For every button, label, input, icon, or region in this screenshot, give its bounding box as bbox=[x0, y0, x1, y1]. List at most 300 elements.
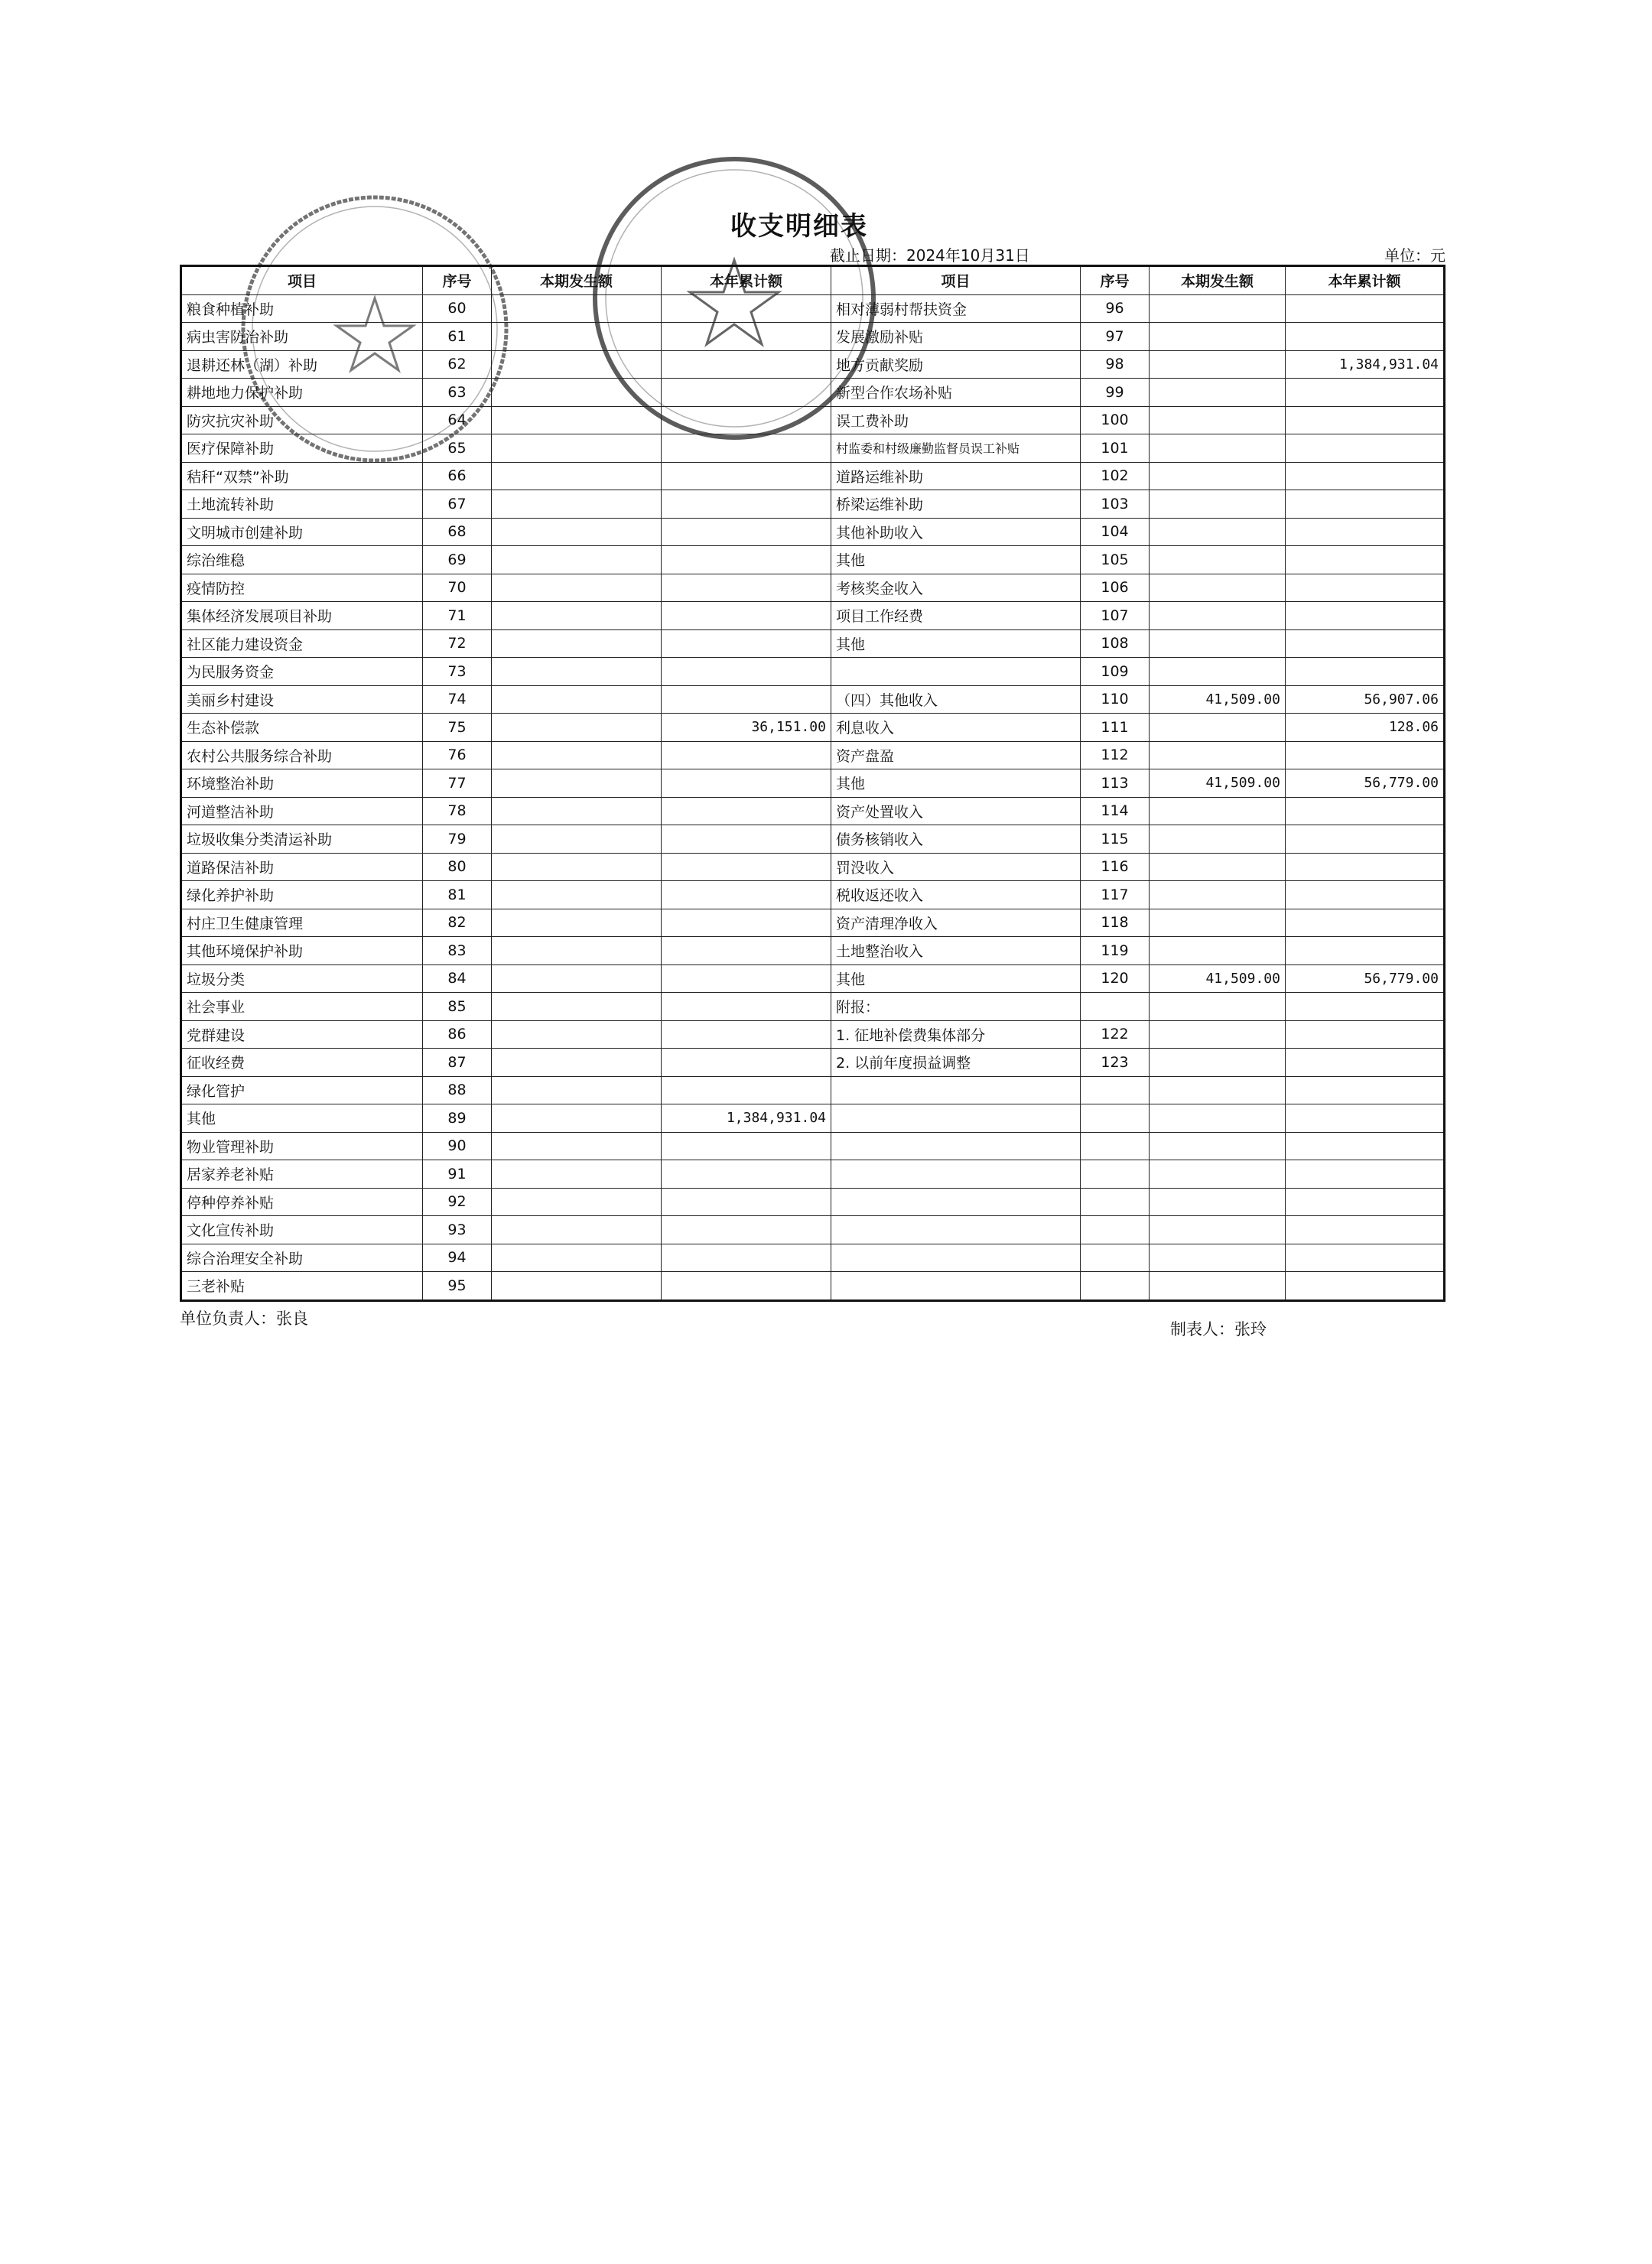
left-item-name: 党群建设 bbox=[181, 1020, 423, 1049]
left-item-name: 医疗保障补助 bbox=[181, 434, 423, 463]
right-current-amount bbox=[1150, 406, 1286, 434]
right-current-amount bbox=[1150, 1216, 1286, 1244]
left-seq: 92 bbox=[423, 1188, 492, 1216]
table-row bbox=[181, 853, 1445, 881]
left-seq: 63 bbox=[423, 379, 492, 407]
right-seq: 99 bbox=[1081, 379, 1150, 407]
left-seq: 80 bbox=[423, 853, 492, 881]
left-current-amount bbox=[492, 658, 662, 686]
left-item-name: 集体经济发展项目补助 bbox=[181, 602, 423, 630]
header-left-item: 项目 bbox=[181, 266, 423, 295]
right-ytd-amount: 1,384,931.04 bbox=[1286, 350, 1445, 379]
header-left-seq: 序号 bbox=[423, 266, 492, 295]
right-ytd-amount bbox=[1286, 546, 1445, 574]
right-item-name bbox=[831, 1132, 1081, 1160]
header-right-ytd: 本年累计额 bbox=[1286, 266, 1445, 295]
left-item-name: 社会事业 bbox=[181, 993, 423, 1021]
right-current-amount bbox=[1150, 1188, 1286, 1216]
left-seq: 79 bbox=[423, 825, 492, 854]
right-current-amount bbox=[1150, 602, 1286, 630]
left-item-name: 疫情防控 bbox=[181, 574, 423, 602]
left-current-amount bbox=[492, 1049, 662, 1077]
left-current-amount bbox=[492, 714, 662, 742]
table-row bbox=[181, 1272, 1445, 1301]
left-ytd-amount bbox=[662, 1160, 831, 1189]
left-ytd-amount bbox=[662, 602, 831, 630]
left-ytd-amount bbox=[662, 490, 831, 519]
left-ytd-amount bbox=[662, 741, 831, 769]
right-ytd-amount bbox=[1286, 574, 1445, 602]
right-seq: 108 bbox=[1081, 629, 1150, 658]
right-item-name bbox=[831, 1104, 1081, 1133]
left-item-name: 停种停养补贴 bbox=[181, 1188, 423, 1216]
left-current-amount bbox=[492, 1216, 662, 1244]
right-ytd-amount bbox=[1286, 825, 1445, 854]
table-header-row bbox=[181, 266, 1445, 295]
right-item-name bbox=[831, 1160, 1081, 1189]
left-current-amount bbox=[492, 1132, 662, 1160]
right-seq bbox=[1081, 1076, 1150, 1104]
left-seq: 76 bbox=[423, 741, 492, 769]
table-row bbox=[181, 964, 1445, 993]
left-ytd-amount bbox=[662, 1244, 831, 1272]
left-seq: 74 bbox=[423, 685, 492, 714]
right-ytd-amount bbox=[1286, 294, 1445, 323]
left-current-amount bbox=[492, 853, 662, 881]
right-current-amount bbox=[1150, 1160, 1286, 1189]
table-row bbox=[181, 825, 1445, 854]
right-item-name: 误工费补助 bbox=[831, 406, 1081, 434]
right-current-amount bbox=[1150, 518, 1286, 546]
left-seq: 88 bbox=[423, 1076, 492, 1104]
right-item-name: 资产清理净收入 bbox=[831, 909, 1081, 937]
left-item-name: 文明城市创建补助 bbox=[181, 518, 423, 546]
left-item-name: 生态补偿款 bbox=[181, 714, 423, 742]
right-seq: 112 bbox=[1081, 741, 1150, 769]
right-ytd-amount bbox=[1286, 1188, 1445, 1216]
left-ytd-amount: 36,151.00 bbox=[662, 714, 831, 742]
left-ytd-amount bbox=[662, 1049, 831, 1077]
table-row bbox=[181, 685, 1445, 714]
table-row bbox=[181, 490, 1445, 519]
right-seq bbox=[1081, 1104, 1150, 1133]
right-ytd-amount bbox=[1286, 797, 1445, 825]
left-current-amount bbox=[492, 1272, 662, 1301]
left-item-name: 综合治理安全补助 bbox=[181, 1244, 423, 1272]
right-item-name bbox=[831, 1188, 1081, 1216]
right-current-amount bbox=[1150, 741, 1286, 769]
right-ytd-amount bbox=[1286, 434, 1445, 463]
currency-unit: 单位：元 bbox=[1384, 246, 1446, 265]
right-seq bbox=[1081, 1272, 1150, 1301]
left-current-amount bbox=[492, 350, 662, 379]
right-seq: 101 bbox=[1081, 434, 1150, 463]
right-ytd-amount bbox=[1286, 323, 1445, 351]
right-seq: 116 bbox=[1081, 853, 1150, 881]
right-ytd-amount bbox=[1286, 1160, 1445, 1189]
right-item-name bbox=[831, 1076, 1081, 1104]
left-current-amount bbox=[492, 602, 662, 630]
right-item-name: 土地整治收入 bbox=[831, 937, 1081, 965]
right-current-amount bbox=[1150, 714, 1286, 742]
left-seq: 81 bbox=[423, 881, 492, 909]
table-row bbox=[181, 1244, 1445, 1272]
right-ytd-amount bbox=[1286, 741, 1445, 769]
right-ytd-amount bbox=[1286, 1244, 1445, 1272]
right-seq bbox=[1081, 1132, 1150, 1160]
table-row bbox=[181, 1188, 1445, 1216]
left-ytd-amount bbox=[662, 881, 831, 909]
left-item-name: 美丽乡村建设 bbox=[181, 685, 423, 714]
right-item-name: 其他 bbox=[831, 546, 1081, 574]
left-item-name: 绿化养护补助 bbox=[181, 881, 423, 909]
left-seq: 82 bbox=[423, 909, 492, 937]
right-ytd-amount bbox=[1286, 1020, 1445, 1049]
right-seq: 122 bbox=[1081, 1020, 1150, 1049]
left-seq: 69 bbox=[423, 546, 492, 574]
left-current-amount bbox=[492, 1076, 662, 1104]
left-item-name: 环境整治补助 bbox=[181, 769, 423, 798]
right-current-amount bbox=[1150, 350, 1286, 379]
right-ytd-amount bbox=[1286, 629, 1445, 658]
header-right-seq: 序号 bbox=[1081, 266, 1150, 295]
right-item-name bbox=[831, 1272, 1081, 1301]
right-ytd-amount bbox=[1286, 1272, 1445, 1301]
left-current-amount bbox=[492, 546, 662, 574]
right-item-name: 道路运维补助 bbox=[831, 462, 1081, 490]
right-item-name: 资产盘盈 bbox=[831, 741, 1081, 769]
right-seq: 96 bbox=[1081, 294, 1150, 323]
right-seq: 102 bbox=[1081, 462, 1150, 490]
left-item-name: 防灾抗灾补助 bbox=[181, 406, 423, 434]
right-ytd-amount bbox=[1286, 490, 1445, 519]
left-ytd-amount bbox=[662, 993, 831, 1021]
right-seq: 117 bbox=[1081, 881, 1150, 909]
left-ytd-amount bbox=[662, 1020, 831, 1049]
left-current-amount bbox=[492, 741, 662, 769]
table-row bbox=[181, 909, 1445, 937]
right-ytd-amount bbox=[1286, 1049, 1445, 1077]
left-seq: 60 bbox=[423, 294, 492, 323]
left-seq: 86 bbox=[423, 1020, 492, 1049]
left-seq: 91 bbox=[423, 1160, 492, 1189]
left-current-amount bbox=[492, 881, 662, 909]
right-seq: 118 bbox=[1081, 909, 1150, 937]
left-seq: 67 bbox=[423, 490, 492, 519]
table-row bbox=[181, 546, 1445, 574]
table-row bbox=[181, 434, 1445, 463]
left-seq: 89 bbox=[423, 1104, 492, 1133]
right-item-name: 考核奖金收入 bbox=[831, 574, 1081, 602]
right-item-name bbox=[831, 658, 1081, 686]
left-seq: 90 bbox=[423, 1132, 492, 1160]
right-current-amount bbox=[1150, 1244, 1286, 1272]
left-current-amount bbox=[492, 1160, 662, 1189]
header-left-current: 本期发生额 bbox=[492, 266, 662, 295]
left-seq: 95 bbox=[423, 1272, 492, 1301]
left-ytd-amount bbox=[662, 937, 831, 965]
right-seq: 106 bbox=[1081, 574, 1150, 602]
table-row bbox=[181, 406, 1445, 434]
right-item-name: 其他 bbox=[831, 964, 1081, 993]
report-date: 截止日期：2024年10月31日 bbox=[830, 246, 1030, 265]
left-ytd-amount bbox=[662, 769, 831, 798]
right-seq bbox=[1081, 1244, 1150, 1272]
table-row bbox=[181, 462, 1445, 490]
left-ytd-amount bbox=[662, 1272, 831, 1301]
table-row bbox=[181, 602, 1445, 630]
left-item-name: 河道整洁补助 bbox=[181, 797, 423, 825]
right-seq: 104 bbox=[1081, 518, 1150, 546]
left-ytd-amount bbox=[662, 909, 831, 937]
right-ytd-amount bbox=[1286, 853, 1445, 881]
table-row bbox=[181, 993, 1445, 1021]
table-row bbox=[181, 294, 1445, 323]
left-item-name: 综治维稳 bbox=[181, 546, 423, 574]
left-current-amount bbox=[492, 323, 662, 351]
left-item-name: 三老补贴 bbox=[181, 1272, 423, 1301]
right-item-name: 罚没收入 bbox=[831, 853, 1081, 881]
header-right-current: 本期发生额 bbox=[1150, 266, 1286, 295]
left-item-name: 土地流转补助 bbox=[181, 490, 423, 519]
left-seq: 77 bbox=[423, 769, 492, 798]
right-current-amount bbox=[1150, 546, 1286, 574]
right-ytd-amount: 56,907.06 bbox=[1286, 685, 1445, 714]
right-item-name: 其他 bbox=[831, 769, 1081, 798]
left-item-name: 退耕还林（湖）补助 bbox=[181, 350, 423, 379]
table-row bbox=[181, 629, 1445, 658]
right-seq bbox=[1081, 1216, 1150, 1244]
left-item-name: 社区能力建设资金 bbox=[181, 629, 423, 658]
left-ytd-amount bbox=[662, 797, 831, 825]
right-seq: 114 bbox=[1081, 797, 1150, 825]
left-current-amount bbox=[492, 294, 662, 323]
left-current-amount bbox=[492, 685, 662, 714]
left-ytd-amount bbox=[662, 1076, 831, 1104]
right-current-amount bbox=[1150, 490, 1286, 519]
right-seq bbox=[1081, 1160, 1150, 1189]
right-item-name bbox=[831, 1244, 1081, 1272]
right-current-amount bbox=[1150, 658, 1286, 686]
left-item-name: 垃圾分类 bbox=[181, 964, 423, 993]
right-item-name: 发展激励补贴 bbox=[831, 323, 1081, 351]
left-current-amount bbox=[492, 937, 662, 965]
left-seq: 61 bbox=[423, 323, 492, 351]
left-current-amount bbox=[492, 406, 662, 434]
left-ytd-amount bbox=[662, 379, 831, 407]
right-seq: 103 bbox=[1081, 490, 1150, 519]
right-item-name bbox=[831, 1216, 1081, 1244]
right-seq bbox=[1081, 1188, 1150, 1216]
left-ytd-amount bbox=[662, 853, 831, 881]
left-seq: 68 bbox=[423, 518, 492, 546]
right-seq: 110 bbox=[1081, 685, 1150, 714]
unit-head-signature: 单位负责人：张良 bbox=[180, 1309, 308, 1328]
left-current-amount bbox=[492, 379, 662, 407]
left-seq: 65 bbox=[423, 434, 492, 463]
right-current-amount bbox=[1150, 629, 1286, 658]
right-item-name: 村监委和村级廉勤监督员误工补贴 bbox=[831, 434, 1081, 463]
left-ytd-amount bbox=[662, 685, 831, 714]
right-ytd-amount bbox=[1286, 406, 1445, 434]
left-current-amount bbox=[492, 574, 662, 602]
table-row bbox=[181, 379, 1445, 407]
right-ytd-amount: 128.06 bbox=[1286, 714, 1445, 742]
right-current-amount bbox=[1150, 825, 1286, 854]
right-item-name: 1. 征地补偿费集体部分 bbox=[831, 1020, 1081, 1049]
right-seq: 97 bbox=[1081, 323, 1150, 351]
left-ytd-amount bbox=[662, 323, 831, 351]
left-seq: 71 bbox=[423, 602, 492, 630]
header-left-ytd: 本年累计额 bbox=[662, 266, 831, 295]
left-item-name: 征收经费 bbox=[181, 1049, 423, 1077]
left-item-name: 文化宣传补助 bbox=[181, 1216, 423, 1244]
left-current-amount bbox=[492, 462, 662, 490]
table-row bbox=[181, 323, 1445, 351]
left-item-name: 村庄卫生健康管理 bbox=[181, 909, 423, 937]
right-seq: 111 bbox=[1081, 714, 1150, 742]
left-current-amount bbox=[492, 518, 662, 546]
right-item-name: 附报： bbox=[831, 993, 1081, 1021]
right-ytd-amount bbox=[1286, 1104, 1445, 1133]
table-row bbox=[181, 518, 1445, 546]
left-seq: 83 bbox=[423, 937, 492, 965]
right-current-amount bbox=[1150, 797, 1286, 825]
right-current-amount bbox=[1150, 574, 1286, 602]
table-row bbox=[181, 797, 1445, 825]
left-seq: 84 bbox=[423, 964, 492, 993]
left-item-name: 粮食种植补助 bbox=[181, 294, 423, 323]
left-current-amount bbox=[492, 1244, 662, 1272]
left-current-amount bbox=[492, 490, 662, 519]
left-current-amount bbox=[492, 993, 662, 1021]
right-item-name: 2. 以前年度损益调整 bbox=[831, 1049, 1081, 1077]
right-ytd-amount bbox=[1286, 937, 1445, 965]
right-ytd-amount bbox=[1286, 993, 1445, 1021]
left-item-name: 农村公共服务综合补助 bbox=[181, 741, 423, 769]
table-row bbox=[181, 1132, 1445, 1160]
left-item-name: 道路保洁补助 bbox=[181, 853, 423, 881]
left-ytd-amount bbox=[662, 518, 831, 546]
left-seq: 75 bbox=[423, 714, 492, 742]
right-seq: 113 bbox=[1081, 769, 1150, 798]
right-ytd-amount bbox=[1286, 518, 1445, 546]
right-current-amount bbox=[1150, 462, 1286, 490]
left-seq: 66 bbox=[423, 462, 492, 490]
table-row bbox=[181, 937, 1445, 965]
table-row bbox=[181, 658, 1445, 686]
left-item-name: 耕地地力保护补助 bbox=[181, 379, 423, 407]
right-ytd-amount bbox=[1286, 462, 1445, 490]
table-row bbox=[181, 1104, 1445, 1133]
right-item-name: 资产处置收入 bbox=[831, 797, 1081, 825]
left-ytd-amount bbox=[662, 546, 831, 574]
left-ytd-amount bbox=[662, 629, 831, 658]
right-item-name: 其他 bbox=[831, 629, 1081, 658]
right-ytd-amount bbox=[1286, 658, 1445, 686]
right-current-amount bbox=[1150, 1020, 1286, 1049]
left-item-name: 其他环境保护补助 bbox=[181, 937, 423, 965]
left-item-name: 其他 bbox=[181, 1104, 423, 1133]
left-seq: 85 bbox=[423, 993, 492, 1021]
left-item-name: 病虫害防治补助 bbox=[181, 323, 423, 351]
right-current-amount bbox=[1150, 1076, 1286, 1104]
header-right-item: 项目 bbox=[831, 266, 1081, 295]
left-ytd-amount bbox=[662, 350, 831, 379]
left-ytd-amount bbox=[662, 406, 831, 434]
left-seq: 72 bbox=[423, 629, 492, 658]
right-ytd-amount bbox=[1286, 379, 1445, 407]
table-row bbox=[181, 574, 1445, 602]
right-seq: 98 bbox=[1081, 350, 1150, 379]
right-ytd-amount bbox=[1286, 602, 1445, 630]
page-title: 收支明细表 bbox=[730, 211, 868, 242]
right-ytd-amount: 56,779.00 bbox=[1286, 964, 1445, 993]
left-ytd-amount bbox=[662, 294, 831, 323]
left-current-amount bbox=[492, 1104, 662, 1133]
left-current-amount bbox=[492, 769, 662, 798]
right-seq bbox=[1081, 993, 1150, 1021]
preparer-signature: 制表人：张玲 bbox=[1170, 1320, 1267, 1339]
left-seq: 93 bbox=[423, 1216, 492, 1244]
left-ytd-amount bbox=[662, 574, 831, 602]
right-ytd-amount bbox=[1286, 1132, 1445, 1160]
right-ytd-amount bbox=[1286, 1076, 1445, 1104]
left-seq: 73 bbox=[423, 658, 492, 686]
right-current-amount bbox=[1150, 937, 1286, 965]
table-row bbox=[181, 1076, 1445, 1104]
left-current-amount bbox=[492, 434, 662, 463]
right-item-name: 项目工作经费 bbox=[831, 602, 1081, 630]
left-seq: 64 bbox=[423, 406, 492, 434]
table-row bbox=[181, 1020, 1445, 1049]
right-current-amount bbox=[1150, 434, 1286, 463]
right-seq: 100 bbox=[1081, 406, 1150, 434]
left-ytd-amount bbox=[662, 825, 831, 854]
left-item-name: 秸秆“双禁”补助 bbox=[181, 462, 423, 490]
income-expense-table bbox=[180, 265, 1446, 1302]
right-item-name: 桥梁运维补助 bbox=[831, 490, 1081, 519]
table-row bbox=[181, 1216, 1445, 1244]
right-ytd-amount bbox=[1286, 1216, 1445, 1244]
right-seq: 105 bbox=[1081, 546, 1150, 574]
left-item-name: 为民服务资金 bbox=[181, 658, 423, 686]
left-seq: 94 bbox=[423, 1244, 492, 1272]
left-current-amount bbox=[492, 1020, 662, 1049]
right-seq: 119 bbox=[1081, 937, 1150, 965]
left-item-name: 绿化管护 bbox=[181, 1076, 423, 1104]
right-item-name: 利息收入 bbox=[831, 714, 1081, 742]
left-ytd-amount bbox=[662, 964, 831, 993]
right-ytd-amount: 56,779.00 bbox=[1286, 769, 1445, 798]
right-seq: 123 bbox=[1081, 1049, 1150, 1077]
right-item-name: 税收返还收入 bbox=[831, 881, 1081, 909]
table-row bbox=[181, 350, 1445, 379]
left-current-amount bbox=[492, 825, 662, 854]
table-row bbox=[181, 741, 1445, 769]
table-row bbox=[181, 769, 1445, 798]
left-ytd-amount bbox=[662, 462, 831, 490]
right-item-name: 地方贡献奖励 bbox=[831, 350, 1081, 379]
right-current-amount bbox=[1150, 909, 1286, 937]
right-current-amount: 41,509.00 bbox=[1150, 685, 1286, 714]
left-item-name: 垃圾收集分类清运补助 bbox=[181, 825, 423, 854]
left-seq: 87 bbox=[423, 1049, 492, 1077]
right-item-name: 新型合作农场补贴 bbox=[831, 379, 1081, 407]
right-item-name: 相对薄弱村帮扶资金 bbox=[831, 294, 1081, 323]
left-current-amount bbox=[492, 964, 662, 993]
right-current-amount bbox=[1150, 1049, 1286, 1077]
